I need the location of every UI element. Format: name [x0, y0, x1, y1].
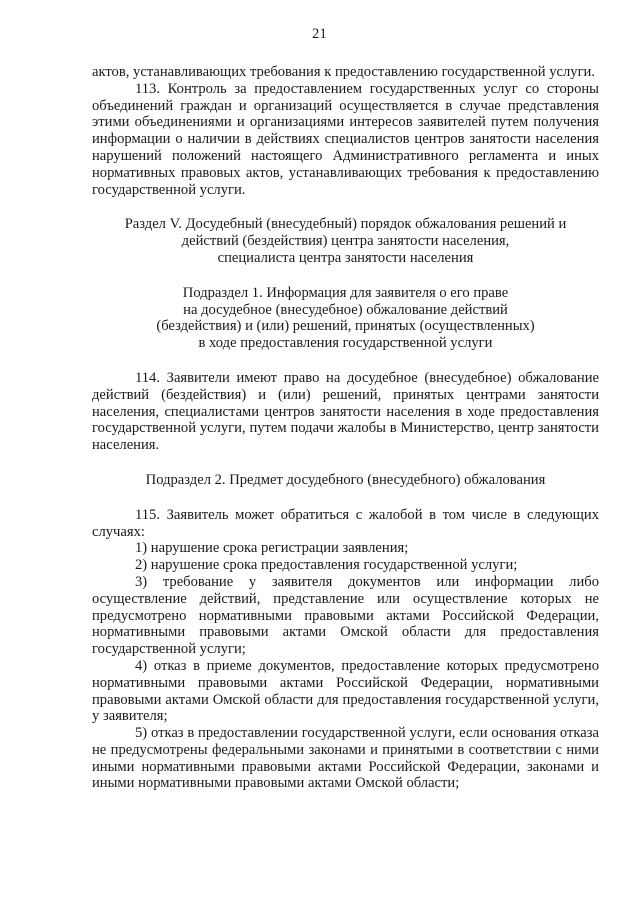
subsection-1-title-line-1: Подраздел 1. Информация для заявителя о его праве	[182, 284, 509, 301]
subsection-2-title: Подраздел 2. Предмет досудебного (внесудебного) обжалования	[145, 471, 546, 488]
section-5-title-line-2: действий (бездействия) центра занятости населения,	[181, 233, 510, 250]
section-5-title-line-1: Раздел V. Досудебный (внесудебный) порядок обжалования решений и	[124, 216, 567, 233]
list-item-1: 1) нарушение срока регистрации заявления;	[135, 540, 409, 557]
document-body	[92, 64, 599, 792]
list-item-3: 3) требование у заявителя документов или информации либо осуществление действий, представление или осуществление которых не предусмотрено нормативными правовыми актами Российской Федерации, нормативными правовыми актами Омской области для предоставления государственной услуги;	[92, 573, 599, 658]
paragraph-113: 113. Контроль за предоставлением государственных услуг со стороны объединений граждан и организаций осуществляется в случае представления этими объединениями и организациями интересов заявителей путем получения информации о наличии в действиях специалистов центров занятости населения нарушений положений настоящего Административного регламента и иных нормативных правовых актов, устанавливающих требования к предоставлению государственной услуги.	[92, 80, 599, 198]
section-5-title	[92, 216, 599, 266]
subsection-1-title	[92, 285, 599, 352]
list-item-4: 4) отказ в приеме документов, предоставление которых предусмотрено нормативными правовыми актами Российской Федерации, нормативными правовыми актами Омской области для предоставления государственной услуги, у заявителя;	[92, 657, 599, 725]
list-item-2: 2) нарушение срока предоставления государственной услуги;	[135, 557, 518, 574]
page-number: 21	[311, 26, 328, 42]
subsection-1-title-line-3: (бездействия) и (или) решений, принятых (осуществленных)	[156, 318, 535, 335]
paragraph-114: 114. Заявители имеют право на досудебное (внесудебное) обжалование действий (бездействия) и (или) решений, принятых центрами занятости населения, специалистами центров занятости населения в ходе предоставления государственной услуги, путем подачи жалобы в Министерство, центр занятости населения.	[92, 369, 599, 454]
list-item-5: 5) отказ в предоставлении государственной услуги, если основания отказа не предусмотрены федеральными законами и принятыми в соответствии с ними иными нормативными правовыми актами Российской Федерации, законами и иными нормативными правовыми актами Омской области;	[92, 725, 599, 792]
subsection-1-title-line-4: в ходе предоставления государственной услуги	[198, 335, 493, 352]
paragraph-continuation: актов, устанавливающих требования к предоставлению государственной услуги.	[92, 64, 596, 80]
section-5-title-line-3: специалиста центра занятости населения	[217, 249, 474, 266]
paragraph-115: 115. Заявитель может обратиться с жалобой в том числе в следующих случаях:	[92, 506, 599, 540]
subsection-1-title-line-2: на досудебное (внесудебное) обжалование действий	[183, 301, 508, 318]
